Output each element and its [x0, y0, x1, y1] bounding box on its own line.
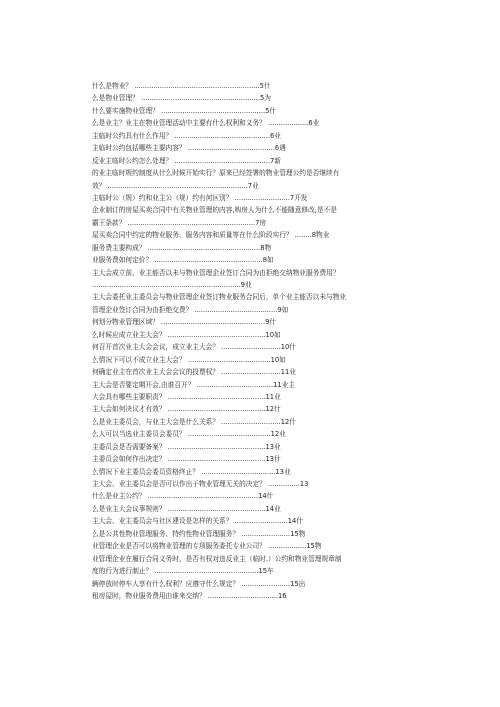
- toc-line: 主大会是否要定期开会,由谁召开？ ....................................11业主: [92, 380, 295, 389]
- toc-line: 何召开首次业主大会会议，成立业主大会？ ............................10什: [92, 343, 296, 352]
- toc-line: 什么要实施物业管理？ .................................................5什: [92, 106, 277, 115]
- toc-line: 主临时公约包括哪些主要内容？ .........................................6遇: [92, 144, 286, 153]
- toc-line: 何确定业主在首次业主大会会议的投票权？ ............................11业: [92, 368, 296, 377]
- table-of-contents: [92, 80, 429, 602]
- toc-line: 业管理企业在履行合同义务时，是否有权对违反业主（临时.）公约和物业管理规章制: [92, 554, 342, 563]
- toc-line: 管理企业签订合同为由拒绝交费？ .......................................9如: [92, 305, 289, 314]
- toc-line: 效？ ..................................................................7业: [92, 181, 259, 190]
- toc-line: 度的行为进行制止？ .................................................15车: [92, 567, 274, 576]
- toc-line: 反业主临时公约怎么处理？ .............................................7新: [92, 156, 281, 165]
- toc-line: 么是业主？业主在物业管理活动中主要有什么权利和义务？ ...................6业: [92, 119, 320, 128]
- toc-line: 服务费主要构成？ .....................................................8物: [92, 243, 272, 252]
- toc-line: 霸王条款？ ............................................................7房: [92, 218, 267, 227]
- toc-line: 主大会、业主委员会是否可以作出于物业管理无关的决定？ ...............13: [92, 480, 309, 488]
- toc-line: 么情况下可以不成立业主大会？ .......................................10如: [92, 355, 286, 364]
- toc-line: 辆停放时停车人享有什么权利？应遵守什么规定？ .......................15出: [92, 579, 306, 588]
- toc-line: 主临时公（规）约和业主公（规）约有何区别？ ..........................7开发: [92, 193, 308, 202]
- toc-line: 么人可以当选业主委员会委员？ .......................................12业: [92, 430, 286, 439]
- toc-line: 业管理企业是否可以将物业管理的专项服务委托专业公司？ ..................15物: [92, 542, 322, 551]
- toc-line: 企业制订的房屋买卖合同中有关物业管理的内容,购房人为什么不能随意修改,是不是: [92, 206, 337, 215]
- toc-line: 主大会、业主委员会与社区建设是怎样的关系？ .........................14什: [92, 517, 303, 526]
- toc-line: 么是业主委员会，与业主大会是什么关系？ ............................12什: [92, 417, 296, 426]
- toc-line: 何划分物业管理区域？ .................................................9什: [92, 318, 277, 327]
- toc-line: 大会具有哪些主要职责？ ..............................................11业: [92, 392, 281, 401]
- toc-line: 主委员会如何作出决定？ ..............................................13什: [92, 455, 281, 464]
- toc-line: 么情况下业主委员会委员资格终止？ ...................................13业: [92, 467, 291, 476]
- toc-line: 么是物业管理？ ........................................................5为: [92, 94, 271, 103]
- toc-line: 屋买卖合同中约定的物业服务、服务内容和质量等在什么阶段实行？ ........8物业: [92, 231, 330, 240]
- toc-line: 主临时公约具有什么作用？ .............................................6业: [92, 131, 281, 140]
- toc-line: 主大会委托业主委员会与物业管理企业签订物业服务合同后，单个业主能否以未与物业: [92, 293, 347, 302]
- toc-line: 的业主临时规约制度从什么时候开始实行？原来已经签署的物业管理公约是否继续有: [92, 169, 340, 178]
- toc-line: 什么是业主公约？ ....................................................14什: [92, 492, 274, 501]
- toc-line: ......................................................................9业: [92, 281, 252, 289]
- toc-line: 主大会如何决议才有效？ ..............................................12什: [92, 405, 281, 414]
- toc-line: 主委员会是否需要备案？ ..............................................13业: [92, 442, 281, 451]
- toc-line: 么时候应成立业主大会？ ..............................................10如: [92, 330, 281, 339]
- toc-line: 么是业主大会议事规则？ ..............................................14业: [92, 504, 281, 513]
- toc-line: 么是公共性物业管理服务、特约性物业管理服务？ .......................15物: [92, 529, 306, 538]
- toc-line: 业服务费如何定价？ ...................................................8如: [92, 256, 274, 265]
- toc-line: 主大会成立前，业主能否以未与物业管理企业签订合同为由拒绝交纳物业服务费用？: [92, 268, 340, 277]
- toc-line: 租房屋时，物业服务费用由谁来交纳？ .................................16: [92, 591, 287, 600]
- toc-line: 什么是物业？ ...........................................................5什: [92, 82, 271, 90]
